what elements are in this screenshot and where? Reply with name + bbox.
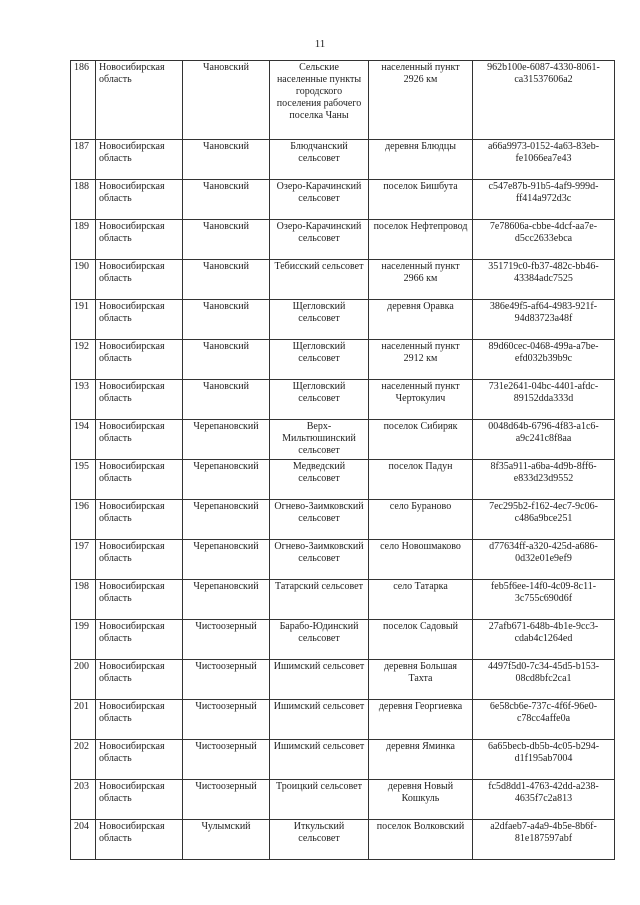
- settlement-cell: деревня Георгиевка: [369, 700, 473, 740]
- table-row: [71, 340, 615, 380]
- municipality-cell: Щегловский сельсовет: [270, 380, 369, 420]
- row-number: 199: [71, 620, 96, 660]
- district-cell: Чановский: [183, 180, 270, 220]
- region-cell: Новосибирская область: [96, 500, 183, 540]
- table-row: [71, 300, 615, 340]
- table-row: [71, 61, 615, 140]
- municipality-cell: Ишимский сельсовет: [270, 660, 369, 700]
- table-row: [71, 460, 615, 500]
- row-number: 191: [71, 300, 96, 340]
- region-cell: Новосибирская область: [96, 580, 183, 620]
- guid-cell: a66a9973-0152-4a63-83eb-fe1066ea7e43: [473, 140, 615, 180]
- table-row: [71, 580, 615, 620]
- settlement-cell: населенный пункт 2966 км: [369, 260, 473, 300]
- region-cell: Новосибирская область: [96, 660, 183, 700]
- page-number: 11: [314, 38, 326, 50]
- municipality-cell: Иткульский сельсовет: [270, 820, 369, 860]
- district-cell: Черепановский: [183, 420, 270, 460]
- district-cell: Чистоозерный: [183, 620, 270, 660]
- municipality-cell: Сельские населенные пункты городского поселения рабочего поселка Чаны: [270, 61, 369, 140]
- settlements-table: [70, 60, 615, 860]
- table-body: [71, 61, 615, 860]
- municipality-cell: Щегловский сельсовет: [270, 340, 369, 380]
- settlement-cell: населенный пункт Чертокулич: [369, 380, 473, 420]
- table-row: [71, 740, 615, 780]
- settlement-cell: поселок Нефтепровод: [369, 220, 473, 260]
- table-row: [71, 420, 615, 460]
- guid-cell: feb5f6ee-14f0-4c09-8c11-3c755c690d6f: [473, 580, 615, 620]
- settlement-cell: деревня Большая Тахта: [369, 660, 473, 700]
- settlement-cell: поселок Садовый: [369, 620, 473, 660]
- district-cell: Чистоозерный: [183, 700, 270, 740]
- municipality-cell: Озеро-Карачинский сельсовет: [270, 180, 369, 220]
- settlement-cell: поселок Сибиряк: [369, 420, 473, 460]
- guid-cell: 6e58cb6e-737c-4f6f-96e0-c78cc4affe0a: [473, 700, 615, 740]
- region-cell: Новосибирская область: [96, 140, 183, 180]
- district-cell: Чистоозерный: [183, 740, 270, 780]
- municipality-cell: Блюдчанский сельсовет: [270, 140, 369, 180]
- row-number: 195: [71, 460, 96, 500]
- district-cell: Чановский: [183, 300, 270, 340]
- table-row: [71, 540, 615, 580]
- table-row: [71, 220, 615, 260]
- settlement-cell: деревня Оравка: [369, 300, 473, 340]
- table-row: [71, 820, 615, 860]
- settlement-cell: населенный пункт 2926 км: [369, 61, 473, 140]
- municipality-cell: Медведский сельсовет: [270, 460, 369, 500]
- municipality-cell: Троицкий сельсовет: [270, 780, 369, 820]
- district-cell: Чановский: [183, 61, 270, 140]
- municipality-cell: Огнево-Заимковский сельсовет: [270, 540, 369, 580]
- region-cell: Новосибирская область: [96, 700, 183, 740]
- guid-cell: c547e87b-91b5-4af9-999d-ff414a972d3c: [473, 180, 615, 220]
- guid-cell: fc5d8dd1-4763-42dd-a238-4635f7c2a813: [473, 780, 615, 820]
- district-cell: Черепановский: [183, 540, 270, 580]
- row-number: 196: [71, 500, 96, 540]
- region-cell: Новосибирская область: [96, 460, 183, 500]
- district-cell: Черепановский: [183, 580, 270, 620]
- row-number: 192: [71, 340, 96, 380]
- district-cell: Черепановский: [183, 500, 270, 540]
- municipality-cell: Ишимский сельсовет: [270, 700, 369, 740]
- row-number: 204: [71, 820, 96, 860]
- district-cell: Чановский: [183, 220, 270, 260]
- row-number: 189: [71, 220, 96, 260]
- district-cell: Чановский: [183, 140, 270, 180]
- municipality-cell: Верх-Мильтюшинский сельсовет: [270, 420, 369, 460]
- guid-cell: 27afb671-648b-4b1e-9cc3-cdab4c1264ed: [473, 620, 615, 660]
- settlement-cell: село Бураново: [369, 500, 473, 540]
- municipality-cell: Щегловский сельсовет: [270, 300, 369, 340]
- settlement-cell: поселок Бишбута: [369, 180, 473, 220]
- table-row: [71, 380, 615, 420]
- row-number: 186: [71, 61, 96, 140]
- guid-cell: 4497f5d0-7c34-45d5-b153-08cd8bfc2ca1: [473, 660, 615, 700]
- table-row: [71, 260, 615, 300]
- region-cell: Новосибирская область: [96, 260, 183, 300]
- region-cell: Новосибирская область: [96, 740, 183, 780]
- guid-cell: d77634ff-a320-425d-a686-0d32e01e9ef9: [473, 540, 615, 580]
- row-number: 190: [71, 260, 96, 300]
- settlement-cell: поселок Падун: [369, 460, 473, 500]
- settlement-cell: поселок Волковский: [369, 820, 473, 860]
- district-cell: Чановский: [183, 340, 270, 380]
- row-number: 198: [71, 580, 96, 620]
- guid-cell: a2dfaeb7-a4a9-4b5e-8b6f-81e187597abf: [473, 820, 615, 860]
- table-row: [71, 660, 615, 700]
- guid-cell: 7ec295b2-f162-4ec7-9c06-c486a9bce251: [473, 500, 615, 540]
- guid-cell: 6a65becb-db5b-4c05-b294-d1f195ab7004: [473, 740, 615, 780]
- settlement-cell: населенный пункт 2912 км: [369, 340, 473, 380]
- municipality-cell: Барабо-Юдинский сельсовет: [270, 620, 369, 660]
- guid-cell: 89d60cec-0468-499a-a7be-efd032b39b9c: [473, 340, 615, 380]
- row-number: 188: [71, 180, 96, 220]
- table-row: [71, 140, 615, 180]
- guid-cell: 731e2641-04bc-4401-afdc-89152dda333d: [473, 380, 615, 420]
- region-cell: Новосибирская область: [96, 380, 183, 420]
- district-cell: Чистоозерный: [183, 660, 270, 700]
- row-number: 202: [71, 740, 96, 780]
- settlement-cell: село Татарка: [369, 580, 473, 620]
- settlement-cell: деревня Яминка: [369, 740, 473, 780]
- district-cell: Черепановский: [183, 460, 270, 500]
- municipality-cell: Татарский сельсовет: [270, 580, 369, 620]
- table-row: [71, 500, 615, 540]
- table-row: [71, 700, 615, 740]
- region-cell: Новосибирская область: [96, 620, 183, 660]
- row-number: 203: [71, 780, 96, 820]
- table-row: [71, 180, 615, 220]
- guid-cell: 7e78606a-cbbe-4dcf-aa7e-d5cc2633ebca: [473, 220, 615, 260]
- region-cell: Новосибирская область: [96, 180, 183, 220]
- region-cell: Новосибирская область: [96, 340, 183, 380]
- guid-cell: 8f35a911-a6ba-4d9b-8ff6-e833d23d9552: [473, 460, 615, 500]
- region-cell: Новосибирская область: [96, 780, 183, 820]
- settlement-cell: деревня Блюдцы: [369, 140, 473, 180]
- guid-cell: 386e49f5-af64-4983-921f-94d83723a48f: [473, 300, 615, 340]
- guid-cell: 0048d64b-6796-4f83-a1c6-a9c241c8f8aa: [473, 420, 615, 460]
- region-cell: Новосибирская область: [96, 220, 183, 260]
- table-row: [71, 620, 615, 660]
- region-cell: Новосибирская область: [96, 61, 183, 140]
- municipality-cell: Огнево-Заимковский сельсовет: [270, 500, 369, 540]
- region-cell: Новосибирская область: [96, 540, 183, 580]
- row-number: 200: [71, 660, 96, 700]
- district-cell: Чистоозерный: [183, 780, 270, 820]
- row-number: 187: [71, 140, 96, 180]
- settlement-cell: деревня Новый Кошкуль: [369, 780, 473, 820]
- guid-cell: 962b100e-6087-4330-8061-ca31537606a2: [473, 61, 615, 140]
- row-number: 201: [71, 700, 96, 740]
- municipality-cell: Озеро-Карачинский сельсовет: [270, 220, 369, 260]
- row-number: 194: [71, 420, 96, 460]
- settlement-cell: село Новошмаково: [369, 540, 473, 580]
- guid-cell: 351719c0-fb37-482c-bb46-43384adc7525: [473, 260, 615, 300]
- district-cell: Чановский: [183, 380, 270, 420]
- row-number: 193: [71, 380, 96, 420]
- district-cell: Чулымский: [183, 820, 270, 860]
- region-cell: Новосибирская область: [96, 300, 183, 340]
- municipality-cell: Тебисский сельсовет: [270, 260, 369, 300]
- row-number: 197: [71, 540, 96, 580]
- district-cell: Чановский: [183, 260, 270, 300]
- region-cell: Новосибирская область: [96, 420, 183, 460]
- region-cell: Новосибирская область: [96, 820, 183, 860]
- table-row: [71, 780, 615, 820]
- municipality-cell: Ишимский сельсовет: [270, 740, 369, 780]
